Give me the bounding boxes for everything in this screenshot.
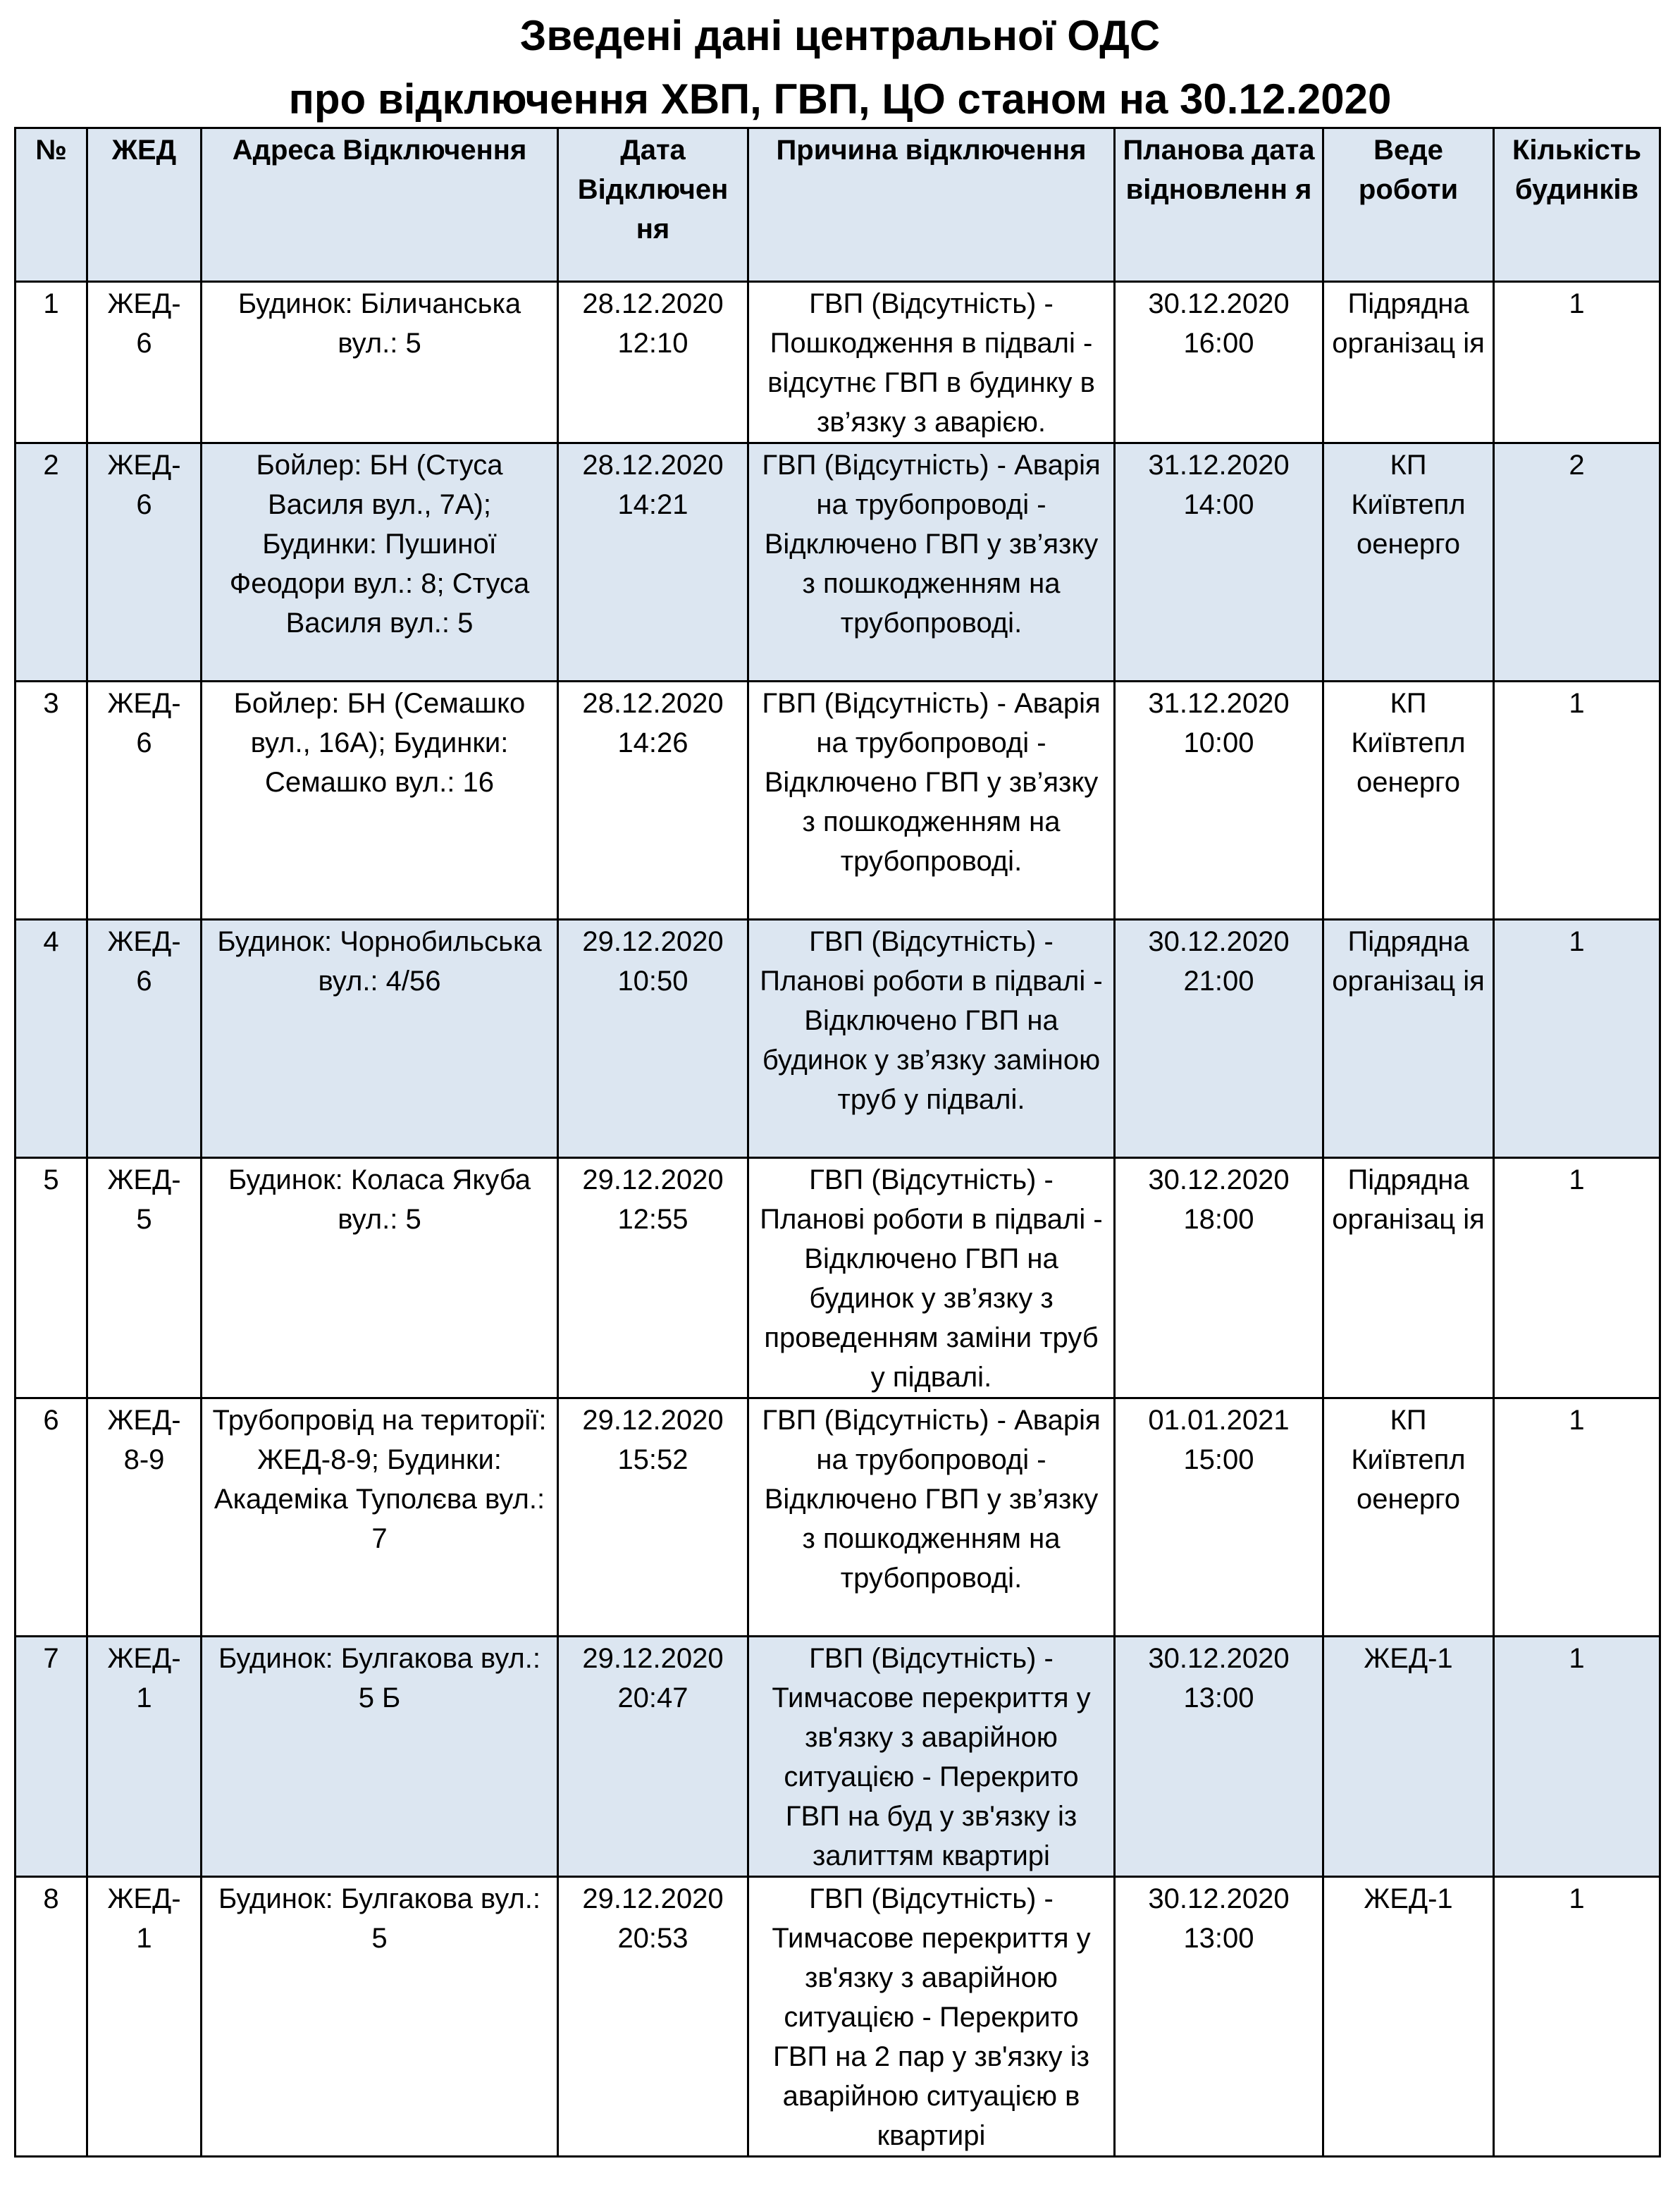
cell-planned-restore: 30.12.2020 13:00 <box>1115 1877 1323 2157</box>
cell-contractor: КП Київтепл оенерго <box>1323 682 1494 920</box>
cell-planned-restore: 31.12.2020 14:00 <box>1115 443 1323 682</box>
cell-number: 8 <box>16 1877 87 2157</box>
cell-address: Будинок: Коласа Якуба вул.: 5 <box>202 1158 558 1398</box>
cell-date-off: 29.12.2020 10:50 <box>558 920 748 1158</box>
cell-number: 1 <box>16 282 87 443</box>
cell-planned-restore: 30.12.2020 13:00 <box>1115 1637 1323 1877</box>
table-row <box>16 682 1660 920</box>
cell-date-off: 29.12.2020 20:47 <box>558 1637 748 1877</box>
cell-number: 7 <box>16 1637 87 1877</box>
table-row <box>16 1877 1660 2157</box>
cell-reason: ГВП (Відсутність) - Аварія на трубопроводі - Відключено ГВП у зв’язку з пошкодженням на трубопроводі. <box>748 682 1115 920</box>
cell-number: 5 <box>16 1158 87 1398</box>
cell-buildings-count: 1 <box>1494 282 1660 443</box>
document-title <box>0 4 1680 131</box>
cell-date-off: 29.12.2020 20:53 <box>558 1877 748 2157</box>
cell-date-off: 28.12.2020 12:10 <box>558 282 748 443</box>
cell-address: Будинок: Булгакова вул.: 5 <box>202 1877 558 2157</box>
cell-contractor: Підрядна організац ія <box>1323 1158 1494 1398</box>
cell-zhed: ЖЕД- 5 <box>87 1158 202 1398</box>
cell-address: Бойлер: БН (Семашко вул., 16А); Будинки: Семашко вул.: 16 <box>202 682 558 920</box>
cell-date-off: 29.12.2020 12:55 <box>558 1158 748 1398</box>
header-date-off: Дата Відключен ня <box>558 128 748 282</box>
cell-planned-restore: 30.12.2020 18:00 <box>1115 1158 1323 1398</box>
cell-address: Будинок: Біличанська вул.: 5 <box>202 282 558 443</box>
document-title-line-1: Зведені дані центральної ОДС <box>519 12 1161 59</box>
cell-buildings-count: 2 <box>1494 443 1660 682</box>
cell-buildings-count: 1 <box>1494 682 1660 920</box>
cell-address: Будинок: Булгакова вул.: 5 Б <box>202 1637 558 1877</box>
outages-table <box>14 127 1661 2158</box>
cell-buildings-count: 1 <box>1494 1158 1660 1398</box>
cell-address: Будинок: Чорнобильська вул.: 4/56 <box>202 920 558 1158</box>
cell-reason: ГВП (Відсутність) - Планові роботи в підвалі - Відключено ГВП на будинок у зв’язку з проведенням заміни труб у підвалі. <box>748 1158 1115 1398</box>
table-row <box>16 282 1660 443</box>
table-row <box>16 1398 1660 1637</box>
cell-date-off: 28.12.2020 14:21 <box>558 443 748 682</box>
cell-zhed: ЖЕД- 8-9 <box>87 1398 202 1637</box>
cell-buildings-count: 1 <box>1494 1637 1660 1877</box>
table-row <box>16 920 1660 1158</box>
cell-contractor: ЖЕД-1 <box>1323 1637 1494 1877</box>
cell-planned-restore: 31.12.2020 10:00 <box>1115 682 1323 920</box>
header-number: № <box>16 128 87 282</box>
cell-reason: ГВП (Відсутність) - Тимчасове перекриття у зв'язку з аварійною ситуацією - Перекрито ГВП на буд у зв'язку із залиттям квартирі <box>748 1637 1115 1877</box>
cell-planned-restore: 01.01.2021 15:00 <box>1115 1398 1323 1637</box>
cell-reason: ГВП (Відсутність) - Пошкодження в підвалі - відсутнє ГВП в будинку в зв’язку з аварією. <box>748 282 1115 443</box>
cell-reason: ГВП (Відсутність) - Тимчасове перекриття у зв'язку з аварійною ситуацією - Перекрито ГВП на 2 пар у зв'язку із аварійною ситуацією в квартирі <box>748 1877 1115 2157</box>
cell-buildings-count: 1 <box>1494 1398 1660 1637</box>
header-planned-restore: Планова дата відновленн я <box>1115 128 1323 282</box>
table-row <box>16 443 1660 682</box>
cell-buildings-count: 1 <box>1494 1877 1660 2157</box>
cell-number: 4 <box>16 920 87 1158</box>
cell-reason: ГВП (Відсутність) - Аварія на трубопроводі - Відключено ГВП у зв’язку з пошкодженням на трубопроводі. <box>748 443 1115 682</box>
table-row <box>16 1158 1660 1398</box>
cell-contractor: КП Київтепл оенерго <box>1323 443 1494 682</box>
cell-date-off: 29.12.2020 15:52 <box>558 1398 748 1637</box>
cell-contractor: Підрядна організац ія <box>1323 920 1494 1158</box>
header-zhed: ЖЕД <box>87 128 202 282</box>
cell-date-off: 28.12.2020 14:26 <box>558 682 748 920</box>
cell-contractor: ЖЕД-1 <box>1323 1877 1494 2157</box>
cell-zhed: ЖЕД- 1 <box>87 1877 202 2157</box>
cell-number: 3 <box>16 682 87 920</box>
table-row <box>16 1637 1660 1877</box>
table-header-row <box>16 128 1660 282</box>
header-reason: Причина відключення <box>748 128 1115 282</box>
header-contractor: Веде роботи <box>1323 128 1494 282</box>
cell-planned-restore: 30.12.2020 21:00 <box>1115 920 1323 1158</box>
header-buildings-count: Кількість будинків <box>1494 128 1660 282</box>
cell-contractor: КП Київтепл оенерго <box>1323 1398 1494 1637</box>
cell-address: Бойлер: БН (Стуса Василя вул., 7А); Будинки: Пушиної Феодори вул.: 8; Стуса Василя вул.: 5 <box>202 443 558 682</box>
cell-number: 2 <box>16 443 87 682</box>
header-address: Адреса Відключення <box>202 128 558 282</box>
cell-planned-restore: 30.12.2020 16:00 <box>1115 282 1323 443</box>
cell-zhed: ЖЕД- 1 <box>87 1637 202 1877</box>
cell-zhed: ЖЕД- 6 <box>87 443 202 682</box>
cell-reason: ГВП (Відсутність) - Планові роботи в підвалі - Відключено ГВП на будинок у зв’язку заміною труб у підвалі. <box>748 920 1115 1158</box>
cell-address: Трубопровід на території: ЖЕД-8-9; Будинки: Академіка Туполєва вул.: 7 <box>202 1398 558 1637</box>
cell-zhed: ЖЕД- 6 <box>87 920 202 1158</box>
cell-zhed: ЖЕД- 6 <box>87 682 202 920</box>
cell-number: 6 <box>16 1398 87 1637</box>
cell-contractor: Підрядна організац ія <box>1323 282 1494 443</box>
cell-zhed: ЖЕД- 6 <box>87 282 202 443</box>
cell-buildings-count: 1 <box>1494 920 1660 1158</box>
cell-reason: ГВП (Відсутність) - Аварія на трубопроводі - Відключено ГВП у зв’язку з пошкодженням на трубопроводі. <box>748 1398 1115 1637</box>
document-title-line-2: про відключення ХВП, ГВП, ЦО станом на 30.12.2020 <box>288 75 1392 123</box>
